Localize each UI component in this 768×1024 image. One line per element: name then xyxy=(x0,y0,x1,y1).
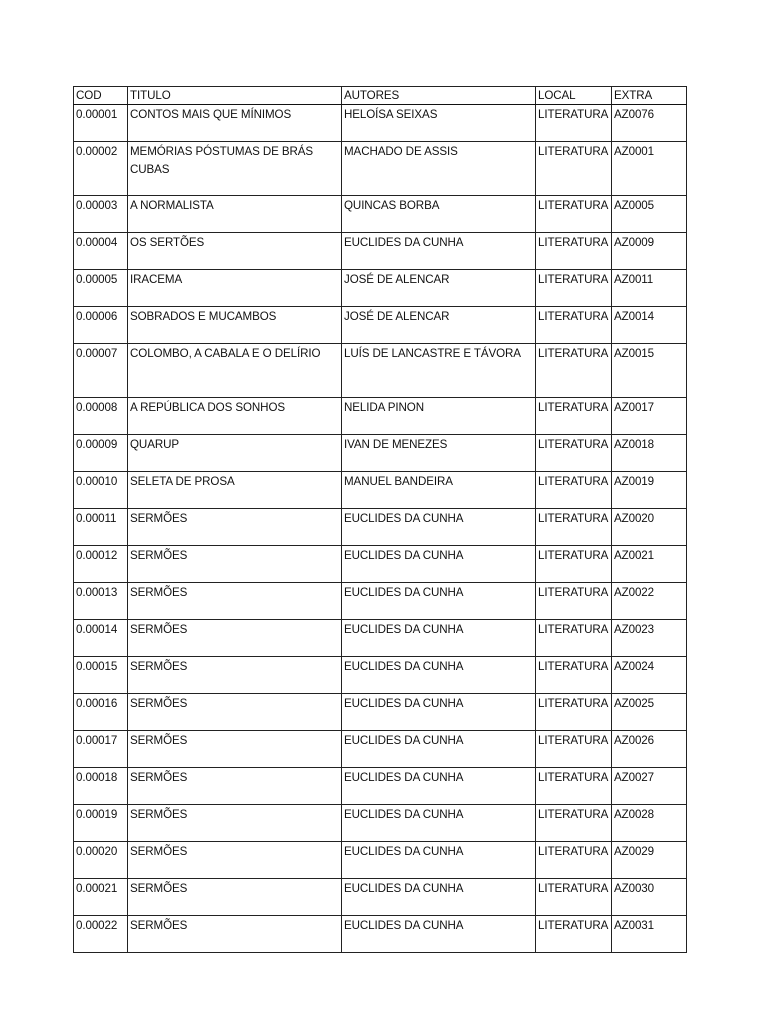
cell-local: LITERATURA xyxy=(536,509,612,546)
cell-local: LITERATURA xyxy=(536,233,612,270)
cell-extra: AZ0021 xyxy=(612,546,687,583)
cell-cod: 0.00022 xyxy=(74,916,128,953)
cell-titulo: SERMÕES xyxy=(128,916,342,953)
cell-autores: EUCLIDES DA CUNHA xyxy=(342,583,536,620)
cell-cod: 0.00004 xyxy=(74,233,128,270)
cell-cod: 0.00003 xyxy=(74,196,128,233)
cell-local: LITERATURA xyxy=(536,344,612,398)
cell-local: LITERATURA xyxy=(536,142,612,196)
table-row xyxy=(74,307,687,344)
cell-cod: 0.00007 xyxy=(74,344,128,398)
cell-autores: NELIDA PINON xyxy=(342,398,536,435)
header-row xyxy=(74,87,687,105)
cell-titulo: SERMÕES xyxy=(128,842,342,879)
cell-autores: EUCLIDES DA CUNHA xyxy=(342,657,536,694)
cell-extra: AZ0005 xyxy=(612,196,687,233)
table-row xyxy=(74,233,687,270)
table-row xyxy=(74,435,687,472)
cell-local: LITERATURA xyxy=(536,435,612,472)
cell-autores: EUCLIDES DA CUNHA xyxy=(342,731,536,768)
cell-extra: AZ0028 xyxy=(612,805,687,842)
cell-autores: EUCLIDES DA CUNHA xyxy=(342,694,536,731)
cell-titulo: SERMÕES xyxy=(128,768,342,805)
cell-autores: EUCLIDES DA CUNHA xyxy=(342,842,536,879)
cell-cod: 0.00008 xyxy=(74,398,128,435)
cell-autores: MACHADO DE ASSIS xyxy=(342,142,536,196)
cell-titulo: SERMÕES xyxy=(128,657,342,694)
cell-extra: AZ0027 xyxy=(612,768,687,805)
cell-titulo: OS SERTÕES xyxy=(128,233,342,270)
cell-autores: EUCLIDES DA CUNHA xyxy=(342,879,536,916)
cell-autores: IVAN DE MENEZES xyxy=(342,435,536,472)
cell-local: LITERATURA xyxy=(536,472,612,509)
cell-extra: AZ0029 xyxy=(612,842,687,879)
table-row xyxy=(74,916,687,953)
cell-titulo: CONTOS MAIS QUE MÍNIMOS xyxy=(128,105,342,142)
cell-titulo: SOBRADOS E MUCAMBOS xyxy=(128,307,342,344)
cell-cod: 0.00017 xyxy=(74,731,128,768)
cell-local: LITERATURA xyxy=(536,842,612,879)
cell-local: LITERATURA xyxy=(536,196,612,233)
cell-extra: AZ0020 xyxy=(612,509,687,546)
cell-cod: 0.00014 xyxy=(74,620,128,657)
cell-local: LITERATURA xyxy=(536,105,612,142)
cell-autores: EUCLIDES DA CUNHA xyxy=(342,805,536,842)
cell-cod: 0.00009 xyxy=(74,435,128,472)
cell-cod: 0.00015 xyxy=(74,657,128,694)
cell-titulo: SERMÕES xyxy=(128,879,342,916)
table-row xyxy=(74,472,687,509)
cell-local: LITERATURA xyxy=(536,583,612,620)
cell-autores: LUÍS DE LANCASTRE E TÁVORA xyxy=(342,344,536,398)
table-row xyxy=(74,842,687,879)
cell-autores: MANUEL BANDEIRA xyxy=(342,472,536,509)
cell-cod: 0.00016 xyxy=(74,694,128,731)
table-row xyxy=(74,805,687,842)
cell-autores: JOSÉ DE ALENCAR xyxy=(342,270,536,307)
cell-titulo: SERMÕES xyxy=(128,509,342,546)
books-table xyxy=(73,86,687,953)
table-row xyxy=(74,879,687,916)
spreadsheet-page xyxy=(73,86,686,953)
cell-cod: 0.00018 xyxy=(74,768,128,805)
table-row xyxy=(74,583,687,620)
cell-titulo: SELETA DE PROSA xyxy=(128,472,342,509)
cell-cod: 0.00019 xyxy=(74,805,128,842)
cell-titulo: SERMÕES xyxy=(128,805,342,842)
table-row xyxy=(74,142,687,196)
cell-local: LITERATURA xyxy=(536,805,612,842)
header-titulo: TITULO xyxy=(128,87,342,105)
cell-cod: 0.00013 xyxy=(74,583,128,620)
cell-local: LITERATURA xyxy=(536,307,612,344)
cell-extra: AZ0018 xyxy=(612,435,687,472)
cell-autores: JOSÉ DE ALENCAR xyxy=(342,307,536,344)
cell-titulo: SERMÕES xyxy=(128,731,342,768)
table-row xyxy=(74,344,687,398)
cell-autores: EUCLIDES DA CUNHA xyxy=(342,233,536,270)
cell-cod: 0.00005 xyxy=(74,270,128,307)
table-row xyxy=(74,657,687,694)
cell-local: LITERATURA xyxy=(536,657,612,694)
cell-extra: AZ0019 xyxy=(612,472,687,509)
header-extra: EXTRA xyxy=(612,87,687,105)
cell-cod: 0.00012 xyxy=(74,546,128,583)
cell-autores: QUINCAS BORBA xyxy=(342,196,536,233)
table-row xyxy=(74,768,687,805)
table-row xyxy=(74,620,687,657)
table-row xyxy=(74,196,687,233)
cell-local: LITERATURA xyxy=(536,916,612,953)
cell-titulo: A NORMALISTA xyxy=(128,196,342,233)
cell-cod: 0.00006 xyxy=(74,307,128,344)
cell-extra: AZ0076 xyxy=(612,105,687,142)
table-row xyxy=(74,694,687,731)
cell-local: LITERATURA xyxy=(536,879,612,916)
cell-titulo: MEMÓRIAS PÓSTUMAS DE BRÁS CUBAS xyxy=(128,142,342,196)
cell-extra: AZ0023 xyxy=(612,620,687,657)
cell-cod: 0.00011 xyxy=(74,509,128,546)
cell-extra: AZ0001 xyxy=(612,142,687,196)
cell-local: LITERATURA xyxy=(536,546,612,583)
cell-extra: AZ0017 xyxy=(612,398,687,435)
cell-titulo: SERMÕES xyxy=(128,546,342,583)
table-row xyxy=(74,398,687,435)
table-row xyxy=(74,731,687,768)
cell-extra: AZ0009 xyxy=(612,233,687,270)
cell-extra: AZ0024 xyxy=(612,657,687,694)
cell-extra: AZ0030 xyxy=(612,879,687,916)
cell-local: LITERATURA xyxy=(536,270,612,307)
cell-local: LITERATURA xyxy=(536,398,612,435)
cell-cod: 0.00002 xyxy=(74,142,128,196)
cell-titulo: A REPÚBLICA DOS SONHOS xyxy=(128,398,342,435)
cell-autores: EUCLIDES DA CUNHA xyxy=(342,916,536,953)
table-row xyxy=(74,546,687,583)
header-local: LOCAL xyxy=(536,87,612,105)
cell-cod: 0.00010 xyxy=(74,472,128,509)
header-cod: COD xyxy=(74,87,128,105)
table-row xyxy=(74,270,687,307)
cell-cod: 0.00001 xyxy=(74,105,128,142)
cell-autores: EUCLIDES DA CUNHA xyxy=(342,546,536,583)
cell-extra: AZ0026 xyxy=(612,731,687,768)
cell-cod: 0.00020 xyxy=(74,842,128,879)
cell-extra: AZ0015 xyxy=(612,344,687,398)
cell-local: LITERATURA xyxy=(536,620,612,657)
cell-extra: AZ0011 xyxy=(612,270,687,307)
cell-extra: AZ0031 xyxy=(612,916,687,953)
cell-autores: EUCLIDES DA CUNHA xyxy=(342,509,536,546)
header-autores: AUTORES xyxy=(342,87,536,105)
cell-autores: EUCLIDES DA CUNHA xyxy=(342,620,536,657)
cell-extra: AZ0014 xyxy=(612,307,687,344)
cell-autores: EUCLIDES DA CUNHA xyxy=(342,768,536,805)
cell-extra: AZ0025 xyxy=(612,694,687,731)
cell-local: LITERATURA xyxy=(536,731,612,768)
cell-extra: AZ0022 xyxy=(612,583,687,620)
cell-local: LITERATURA xyxy=(536,768,612,805)
cell-titulo: COLOMBO, A CABALA E O DELÍRIO xyxy=(128,344,342,398)
cell-titulo: SERMÕES xyxy=(128,694,342,731)
cell-local: LITERATURA xyxy=(536,694,612,731)
table-row xyxy=(74,509,687,546)
cell-titulo: QUARUP xyxy=(128,435,342,472)
cell-autores: HELOÍSA SEIXAS xyxy=(342,105,536,142)
cell-titulo: IRACEMA xyxy=(128,270,342,307)
cell-titulo: SERMÕES xyxy=(128,583,342,620)
table-row xyxy=(74,105,687,142)
cell-cod: 0.00021 xyxy=(74,879,128,916)
cell-titulo: SERMÕES xyxy=(128,620,342,657)
